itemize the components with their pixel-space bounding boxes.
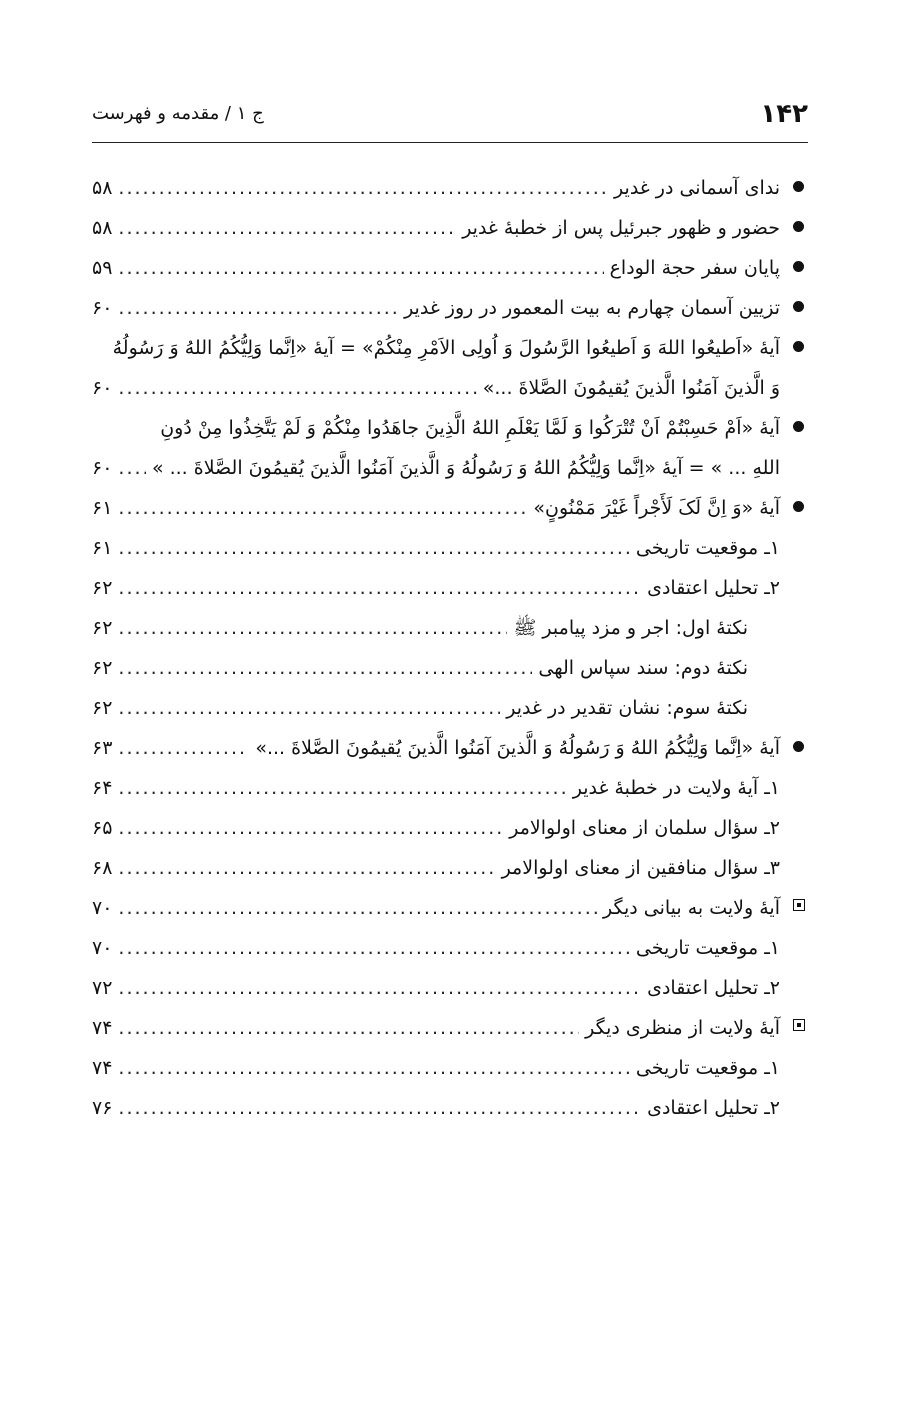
toc-entry-title: آیۀ «اَطیعُوا اللهَ وَ اَطیعُوا الرَّسُولَ وَ اُولِی الاَمْرِ مِنْکُمْ» = آیۀ «اِنَّما وَلِیُّکُمُ اللهُ وَ رَسُولُهُ [112, 337, 780, 359]
toc-entry-title: وَ الَّذینَ آمَنُوا الَّذینَ یُقیمُونَ الصَّلاةَ ...» [482, 377, 780, 399]
toc-entry-page-number: ۶۲ [92, 617, 113, 639]
toc-entry-page-number: ۵۸ [92, 217, 113, 239]
toc-entry [92, 528, 810, 568]
toc-entry-page-number: ۶۲ [92, 577, 113, 599]
toc-entry-title: تزیین آسمان چهارم به بیت المعمور در روز غدیر [404, 297, 780, 319]
toc-entry-title: اللهِ ... » = آیۀ «اِنَّما وَلِیُّکُمُ اللهُ وَ رَسُولُهُ وَ الَّذینَ آمَنُوا الَّذینَ یُقیمُونَ الصَّلاةَ ... » [151, 457, 780, 479]
page-number: ۱۴۲ [760, 99, 808, 129]
toc-entry-title: نکتۀ دوم: سند سپاس الهی [538, 657, 748, 679]
toc-entry [92, 328, 810, 368]
dot-leader [118, 488, 527, 528]
running-title: ج ۱ / مقدمه و فهرست [92, 103, 264, 124]
dot-leader [118, 248, 603, 288]
toc-entry-title: ۱ـ موقعیت تاریخی [635, 537, 780, 559]
toc-entry-page-number: ۶۱ [92, 537, 113, 559]
dot-leader [118, 848, 495, 888]
toc-entry-title: آیۀ ولایت از منظری دیگر [585, 1017, 780, 1039]
dot-leader [118, 1088, 641, 1128]
dot-leader [118, 1048, 629, 1088]
dot-leader [118, 288, 398, 328]
toc-entry-title: نکتۀ سوم: نشان تقدیر در غدیر [506, 697, 748, 719]
dot-leader [118, 368, 476, 408]
toc-entry-page-number: ۷۲ [92, 977, 113, 999]
toc-entry-page-number: ۷۴ [92, 1017, 113, 1039]
dot-leader [118, 688, 500, 728]
toc-entry-title: ۱ـ موقعیت تاریخی [635, 1057, 780, 1079]
toc-entry [92, 448, 810, 488]
dot-leader [118, 968, 641, 1008]
toc-entry-page-number: ۵۹ [92, 257, 113, 279]
toc-entry-page-number: ۵۸ [92, 177, 113, 199]
dot-leader [118, 448, 146, 488]
dot-leader [118, 528, 629, 568]
toc-entry-title: حضور و ظهور جبرئیل پس از خطبۀ غدیر [462, 217, 780, 239]
toc-entry [92, 688, 810, 728]
toc-entry-page-number: ۶۱ [92, 497, 113, 519]
toc-entry [92, 888, 810, 928]
toc-entry-page-number: ۶۰ [92, 457, 113, 479]
dot-leader [118, 568, 641, 608]
toc-entry-page-number: ۶۴ [92, 777, 113, 799]
page-header [92, 96, 808, 132]
toc-entry-page-number: ۶۰ [92, 377, 113, 399]
toc-entry [92, 608, 810, 648]
toc-entry-title: نکتۀ اول: اجر و مزد پیامبر ﷺ [513, 617, 748, 639]
toc-entry-title: آیۀ «وَ اِنَّ لَکَ لَأَجْراً غَیْرَ مَمْنُونٍ» [533, 497, 780, 519]
toc-entry-title: ۲ـ تحلیل اعتقادی [647, 1097, 780, 1119]
dot-leader [118, 168, 608, 208]
toc-entry [92, 648, 810, 688]
toc-entry [92, 1048, 810, 1088]
toc-entry-page-number: ۷۰ [92, 937, 113, 959]
toc-entry [92, 488, 810, 528]
dot-leader [118, 1008, 579, 1048]
toc-entry-title: ۱ـ موقعیت تاریخی [635, 937, 780, 959]
dot-leader [118, 728, 249, 768]
toc-entry-page-number: ۷۶ [92, 1097, 113, 1119]
toc-entry [92, 368, 810, 408]
toc-entry-page-number: ۶۰ [92, 297, 113, 319]
toc-entry-page-number: ۶۸ [92, 857, 113, 879]
header-rule [92, 142, 808, 143]
dot-leader [118, 608, 507, 648]
dot-leader [118, 888, 597, 928]
toc-entry-page-number: ۶۲ [92, 657, 113, 679]
toc-entry-title: ندای آسمانی در غدیر [614, 177, 780, 199]
toc-entry-page-number: ۶۵ [92, 817, 113, 839]
toc-entry-title: ۱ـ آیۀ ولایت در خطبۀ غدیر [572, 777, 780, 799]
dot-leader [118, 768, 566, 808]
dot-leader [118, 928, 629, 968]
dot-leader [118, 808, 503, 848]
toc-entry [92, 928, 810, 968]
toc-entry [92, 728, 810, 768]
toc-entry [92, 1008, 810, 1048]
toc-entry-title: آیۀ «اَمْ حَسِبْتُمْ اَنْ تُتْرَکُوا وَ لَمَّا یَعْلَمِ اللهُ الَّذِینَ جاهَدُوا مِنْکُمْ وَ لَمْ یَتَّخِذُوا مِنْ دُونِ [160, 417, 780, 439]
toc-entry [92, 808, 810, 848]
toc-entry-page-number: ۷۰ [92, 897, 113, 919]
toc-entry [92, 208, 810, 248]
toc-entry-title: آیۀ ولایت به بیانی دیگر [602, 897, 780, 919]
toc-entry-title: ۲ـ تحلیل اعتقادی [647, 977, 780, 999]
toc-entry [92, 848, 810, 888]
dot-leader [118, 648, 532, 688]
toc-entry-page-number: ۷۴ [92, 1057, 113, 1079]
toc-entry [92, 168, 810, 208]
toc-entry [92, 568, 810, 608]
toc-entry-title: آیۀ «اِنَّما وَلِیُّکُمُ اللهُ وَ رَسُولُهُ وَ الَّذینَ آمَنُوا الَّذینَ یُقیمُونَ الصَّلاةَ ...» [255, 737, 780, 759]
dot-leader [118, 208, 456, 248]
toc-entry [92, 768, 810, 808]
toc-entry-title: ۲ـ تحلیل اعتقادی [647, 577, 780, 599]
toc-entry-page-number: ۶۲ [92, 697, 113, 719]
toc-entry [92, 968, 810, 1008]
toc-entry-title: ۲ـ سؤال سلمان از معنای اولوالامر [509, 817, 780, 839]
toc-entry-page-number: ۶۳ [92, 737, 113, 759]
toc-entry-title: ۳ـ سؤال منافقین از معنای اولوالامر [501, 857, 780, 879]
toc-entry [92, 408, 810, 448]
toc-entry [92, 248, 810, 288]
toc-entry-title: پایان سفر حجة الوداع [609, 257, 780, 279]
toc-entry [92, 1088, 810, 1128]
toc-entry [92, 288, 810, 328]
table-of-contents [92, 168, 810, 1128]
